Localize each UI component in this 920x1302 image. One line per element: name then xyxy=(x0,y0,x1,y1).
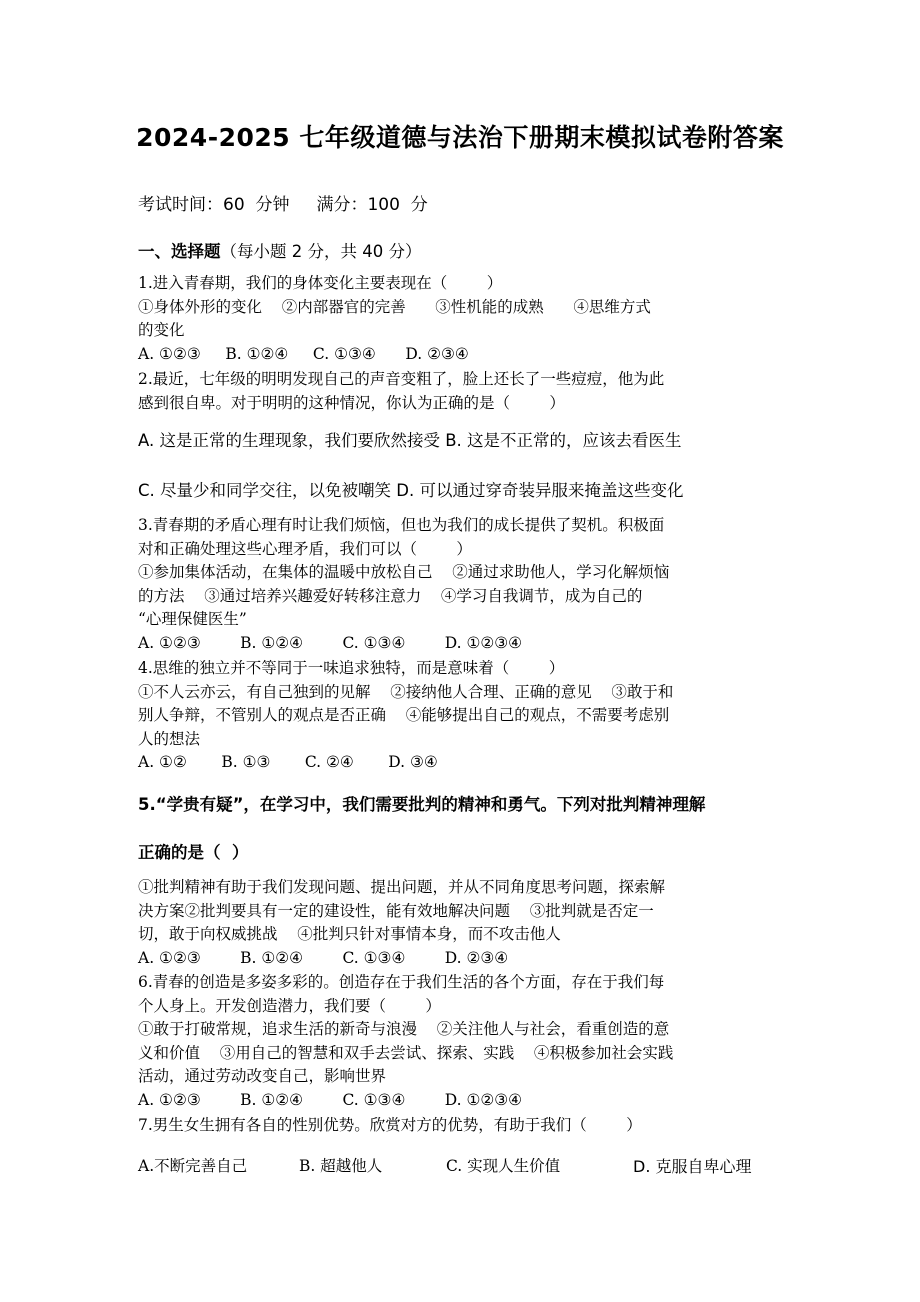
q6-stem-line2: 个人身上。开发创造潜力，我们要（ ） xyxy=(138,996,441,1015)
section-title: 一、选择题 xyxy=(138,242,221,261)
question-4 xyxy=(138,657,783,775)
q1-stem: 1.进入青春期，我们的身体变化主要表现在（ ） xyxy=(138,274,503,292)
q7-option-b: B. 超越他人 xyxy=(299,1157,383,1175)
q2-options-line2: C. 尽量少和同学交往，以免被嘲笑 D. 可以通过穿奇装异服来掩盖这些变化 xyxy=(138,481,684,500)
q1-options: A. ①②③ B. ①②④ C. ①③④ D. ②③④ xyxy=(138,344,469,363)
q5-stem-line2: 正确的是（ ） xyxy=(138,843,249,862)
question-1 xyxy=(138,272,783,366)
q5-items-line1: ①批判精神有助于我们发现问题、提出问题，并从不同角度思考问题，探索解 xyxy=(138,878,666,896)
q6-options: A. ①②③ B. ①②④ C. ①③④ D. ①②③④ xyxy=(138,1090,523,1109)
q2-options-line1: A. 这是正常的生理现象，我们要欣然接受 B. 这是不正常的，应该去看医生 xyxy=(138,431,682,450)
section-heading xyxy=(138,238,421,262)
q6-items-line2: 义和价值 ③用自己的智慧和双手去尝试、探索、实践 ④积极参加社会实践 xyxy=(138,1043,674,1062)
q4-stem: 4.思维的独立并不等同于一味追求独特，而是意味着（ ） xyxy=(138,659,565,677)
q4-items-line1: ①不人云亦云，有自己独到的见解 ②接纳他人合理、正确的意见 ③敢于和 xyxy=(138,682,674,701)
q1-items-line2: 的变化 xyxy=(138,321,185,339)
q7-option-c: C. 实现人生价值 xyxy=(446,1157,561,1175)
q5-options: A. ①②③ B. ①②④ C. ①③④ D. ②③④ xyxy=(138,948,509,967)
q2-stem-line2: 感到很自卑。对于明明的这种情况，你认为正确的是（ ） xyxy=(138,393,565,412)
q6-stem-line1: 6.青春的创造是多姿多彩的。创造存在于我们生活的各个方面，存在于我们每 xyxy=(138,973,665,991)
q5-stem-line1: 5.“学贵有疑”，在学习中，我们需要批判的精神和勇气。下列对批判精神理解 xyxy=(138,795,706,814)
q7-options xyxy=(138,1154,788,1180)
q3-options: A. ①②③ B. ①②④ C. ①③④ D. ①②③④ xyxy=(138,633,523,652)
q3-stem-line2: 对和正确处理这些心理矛盾，我们可以（ ） xyxy=(138,539,472,558)
q5-items-line3: 切，敢于向权威挑战 ④批判只针对事情本身，而不攻击他人 xyxy=(138,925,561,943)
q5-items-line2: 决方案②批判要具有一定的建设性，能有效地解决问题 ③批判就是否定一 xyxy=(138,901,654,920)
question-3 xyxy=(138,514,783,655)
q7-option-d: D. 克服自卑心理 xyxy=(633,1157,752,1176)
document-title: 2024-2025 七年级道德与法治下册期末模拟试卷附答案 xyxy=(136,123,784,152)
section-note: （每小题 2 分，共 40 分） xyxy=(220,242,422,261)
q4-items-line3: 人的想法 xyxy=(138,729,201,748)
question-6 xyxy=(138,971,783,1112)
q1-items-line1: ①身体外形的变化 ②内部器官的完善 ③性机能的成熟 ④思维方式 xyxy=(138,297,651,316)
exam-info: 考试时间：60 分钟 满分：100 分 xyxy=(138,195,428,215)
question-7 xyxy=(138,1114,783,1138)
q3-stem-line1: 3.青春期的矛盾心理有时让我们烦恼，但也为我们的成长提供了契机。积极面 xyxy=(138,516,665,534)
q6-items-line1: ①敢于打破常规，追求生活的新奇与浪漫 ②关注他人与社会，看重创造的意 xyxy=(138,1020,670,1038)
question-2 xyxy=(138,368,783,415)
q2-stem-line1: 2.最近，七年级的明明发现自己的声音变粗了，脸上还长了一些痘痘，他为此 xyxy=(138,370,665,388)
q7-option-a: A.不断完善自己 xyxy=(138,1157,248,1175)
q7-stem: 7.男生女生拥有各自的性别优势。欣赏对方的优势，有助于我们（ ） xyxy=(138,1116,642,1134)
q3-items-line2: 的方法 ③通过培养兴趣爱好转移注意力 ④学习自我调节，成为自己的 xyxy=(138,586,643,605)
q3-items-line3: “心理保健医生” xyxy=(138,610,247,628)
question-5-body xyxy=(138,876,783,970)
q6-items-line3: 活动，通过劳动改变自己，影响世界 xyxy=(138,1067,387,1085)
q3-items-line1: ①参加集体活动，在集体的温暖中放松自己 ②通过求助他人，学习化解烦恼 xyxy=(138,563,670,581)
q4-items-line2: 别人争辩，不管别人的观点是否正确 ④能够提出自己的观点，不需要考虑别 xyxy=(138,706,670,724)
q4-options: A. ①② B. ①③ C. ②④ D. ③④ xyxy=(138,753,438,771)
